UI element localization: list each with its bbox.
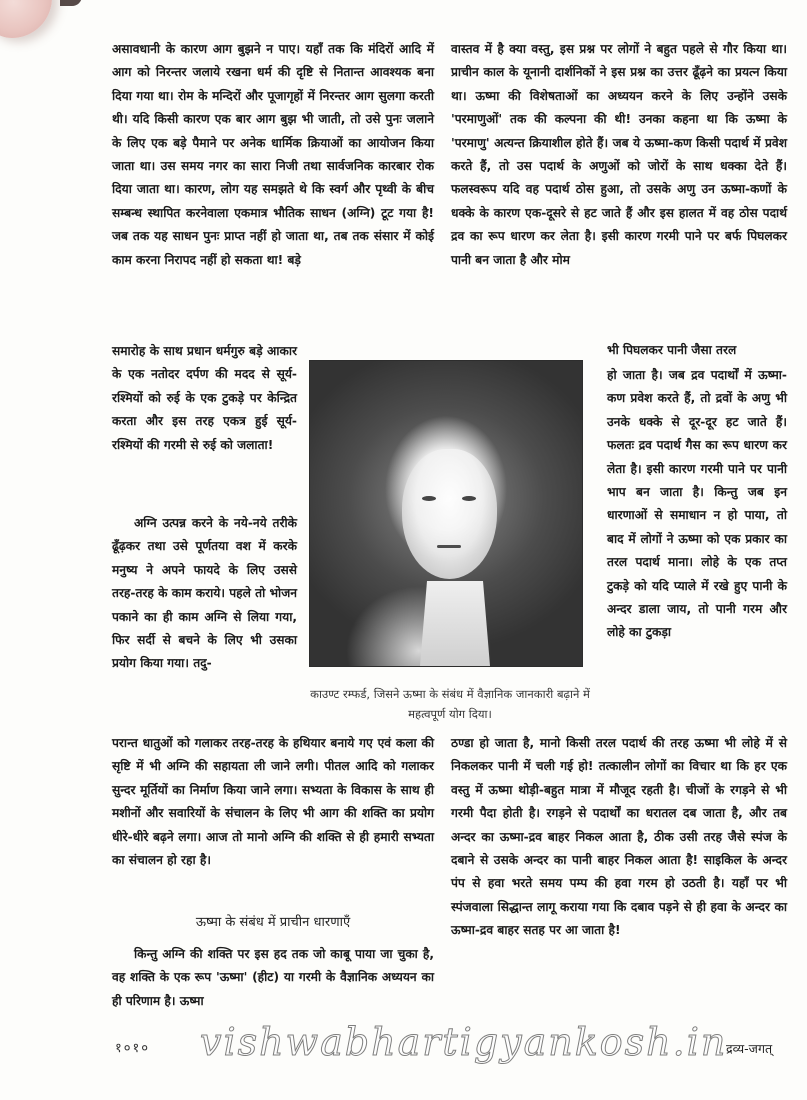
section-heading: ऊष्मा के संबंध में प्राचीन धारणाएँ [195,915,351,930]
portrait-figure [309,360,583,667]
paragraph-metals: परान्त धातुओं को गलाकर तरह-तरह के हथियार बनाये गए एवं कला की सृष्टि में भी अग्नि की सहायता ली जाने लगी। पीतल आदि को गलाकर सुन्दर मूर्तियों का निर्माण किया जाने लगा। सभ्यता के विकास के साथ ही मशीनों और सवारियों के संचालन के लिए भी आग की शक्ति का प्रयोग धीरे-धीरे बढ़ने लगा। आज तो मानो अग्नि की शक्ति से ही हमारी सभ्यता का संचालन हो रहा है। [112,736,434,868]
running-footer: द्रव्य-जगत् [726,1041,773,1056]
paragraph-heat-intro: किन्तु अग्नि की शक्ति पर इस हद तक जो काबू पाया जा चुका है, वह शक्ति के एक रूप 'ऊष्मा' (हीट) या गरमी के वैज्ञानिक अध्ययन का ही परिणाम है। ऊष्मा [112,947,434,1008]
paragraph-greek-philosophers: वास्तव में है क्या वस्तु, इस प्रश्न पर लोगों ने बहुत पहले से गौर किया था। प्राचीन काल के यूनानी दार्शनिकों ने इस प्रश्न का उत्तर ढूँढ़ने का प्रयत्न किया था। ऊष्मा की विशेषताओं का अध्ययन करने के लिए उन्होंने उसके 'परमाणुओं' तक की कल्पना की थी! उनका कहना था कि ऊष्मा के 'परमाणु' अत्यन्त क्रियाशील होते हैं। जब ये ऊष्मा-कण किसी पदार्थ में प्रवेश करते हैं, तो उस पदार्थ के अणुओं को जोरों के साथ धक्का देते हैं। फलस्वरूप यदि वह पदार्थ ठोस हुआ, तो उसके अणु उन ऊष्मा-कणों के धक्के के कारण एक-दूसरे से हट जाते हैं और इस हालत में वह ठोस पदार्थ द्रव का रूप धारण कर लेता है। इसी कारण गरमी पाने पर बर्फ पिघलकर पानी बन जाता है और मोम [451,42,787,267]
paragraph-new-methods: अग्नि उत्पन्न करने के नये-नये तरीके ढूँढ़कर तथा उसे पूर्णतया वश में करके मनुष्य ने अपने फायदे के लिए उससे तरह-तरह के काम कराये। पहले तो भोजन पकाने का ही काम अग्नि से लिया गया, फिर सर्दी से बचने के लिए भी उसका प्रयोग किया गया। तदु- [112,516,297,671]
portrait-eye-left [422,496,436,501]
portrait-eye-right [462,496,476,501]
left-column-bottom [112,732,434,872]
left-column-mid [112,340,297,457]
right-column-top [451,38,787,272]
left-column-top [112,38,434,272]
right-column-mid [607,364,787,645]
left-column-mid2 [112,512,297,676]
right-column-top-last-line [607,339,787,362]
portrait-mouth [437,545,461,548]
portrait-face [402,449,497,579]
paragraph-concave-mirror: समारोह के साथ प्रधान धर्मगुरु बड़े आकार के एक नतोदर दर्पण की मदद से सूर्य-रश्मियों को रुई के एक टुकड़े पर केन्द्रित करता और इस तरह एकत्र हुई सूर्य-रश्मियों की गरमी से रुई को जलाता! [112,344,297,452]
figure-caption: काउण्ट रम्फर्ड, जिसने ऊष्मा के संबंध में वैज्ञानिक जानकारी बढ़ाने में महत्वपूर्ण योग दिया। [310,687,590,721]
paragraph-fire-temples: असावधानी के कारण आग बुझने न पाए। यहाँ तक कि मंदिरों आदि में आग को निरन्तर जलाये रखना धर्म की दृष्टि से नितान्त आवश्यक बना दिया गया था। रोम के मन्दिरों और पूजागृहों में निरन्तर आग सुलगा करती थी। यदि किसी कारण एक बार आग बुझ भी जाती, तो उसे पुनः जलाने के लिए एक बड़े पैमाने पर अनेक धार्मिक क्रियाओं का आयोजन किया जाता था। उस समय नगर का सारा निजी तथा सार्वजनिक कारबार रोक दिया जाता था। कारण, लोग यह समझते थे कि स्वर्ग और पृथ्वी के बीच सम्बन्ध स्थापित करनेवाला एकमात्र भौतिक साधन (अग्नि) टूट गया है! जब तक यह साधन पुनः प्राप्त नहीं हो जाता था, तब तक संसार में कोई काम करना निरापद नहीं हो सकता था! बड़े [112,42,434,267]
right-column-bottom [451,732,787,943]
scanner-thumb [0,0,52,38]
portrait-collar [420,581,490,666]
paragraph-caloric-theory: ठण्डा हो जाता है, मानो किसी तरल पदार्थ की तरह ऊष्मा भी लोहे में से निकलकर पानी में चली गई हो! तत्कालीन लोगों का विचार था कि हर एक वस्तु में ऊष्मा थोड़ी-बहुत मात्रा में मौजूद रहती है। चीजों के रगड़ने से भी गरमी पैदा होती है। रगड़ने से पदार्थों का धरातल दब जाता है, और तब अन्दर का ऊष्मा-द्रव बाहर निकल आता है, ठीक उसी तरह जैसे स्पंज के दबाने से उसके अन्दर का पानी बाहर निकल आता है! साइकिल के अन्दर पंप से हवा भरते समय पम्प की हवा गरम हो उठती है। यहाँ पर भी स्पंजवाला सिद्धान्त लागू कराया गया कि दबाव पड़ने से ही हवा के अन्दर का ऊष्मा-द्रव बाहर सतह पर आ जाता है! [451,736,787,938]
paragraph-liquids-gas: हो जाता है। जब द्रव पदार्थों में ऊष्मा-कण प्रवेश करते हैं, तो द्रवों के अणु भी उनके धक्के से दूर-दूर हट जाते हैं। फलतः द्रव पदार्थ गैस का रूप धारण कर लेता है। इसी कारण गरमी पाने पर पानी भाप बन जाता है। किन्तु जब इन धारणाओं से समाधान न हो पाया, तो बाद में लोगों ने ऊष्मा को एक प्रकार का तरल पदार्थ माना। लोहे के एक तप्त टुकड़े को यदि प्याले में रखे हुए पानी के अन्दर डाला जाय, तो पानी गरम और लोहे का टुकड़ा [607,368,787,640]
line-wax-melts: भी पिघलकर पानी जैसा तरल [607,343,737,357]
watermark: vishwabhartigyankosh.in [200,1020,728,1064]
left-column-after-heading [112,943,434,1013]
scan-shadow [60,0,82,6]
page-number: १०१० [115,1041,151,1056]
